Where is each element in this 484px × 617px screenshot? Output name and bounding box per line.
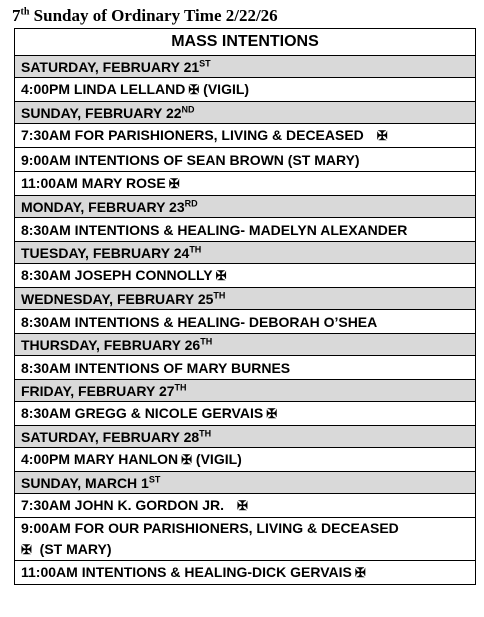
day-label: SATURDAY, FEBRUARY 21 [21,58,200,75]
mass-row [15,561,476,585]
mass-text: 8:30AM GREGG & NICOLE GERVAIS [21,405,264,421]
mass-text: 8:30AM INTENTIONS & HEALING- MADELYN ALEXANDER [21,221,408,238]
day-label: SUNDAY, MARCH 1 [21,474,149,491]
day-ordinal: ST [148,473,161,484]
mass-note: (VIGIL) [199,81,250,97]
mass-note: (ST MARY) [31,541,112,557]
day-ordinal: TH [189,243,202,254]
day-label: FRIDAY, FEBRUARY 27 [21,382,175,399]
day-ordinal: TH [213,289,226,300]
table-header-row [15,29,476,56]
cross-icon: ✠ [376,128,388,143]
mass-text: 4:00PM LINDA LELLAND [21,81,186,97]
day-row [15,426,476,448]
mass-row [15,448,476,472]
mass-row [15,310,476,334]
mass-text: 11:00AM INTENTIONS & HEALING-DICK GERVAIS [21,564,352,580]
mass-row [15,78,476,102]
mass-text: 9:00AM INTENTIONS OF SEAN BROWN (ST MARY) [21,151,360,168]
mass-row [15,264,476,288]
mass-row [15,518,476,561]
day-ordinal: TH [174,381,187,392]
day-row [15,196,476,218]
cross-icon: ✠ [21,542,32,557]
cross-icon: ✠ [168,176,180,191]
cross-icon: ✠ [181,452,193,467]
mass-text: 4:00PM MARY HANLON [21,451,179,467]
day-ordinal: RD [184,197,198,208]
day-ordinal: TH [200,335,213,346]
cross-icon: ✠ [266,406,278,421]
mass-row [15,402,476,426]
mass-row [15,494,476,518]
day-row [15,472,476,494]
table-header: MASS INTENTIONS [15,29,476,56]
day-ordinal: ND [181,103,195,114]
cross-icon: ✠ [215,268,227,283]
mass-text: 8:30AM INTENTIONS OF MARY BURNES [21,359,291,376]
mass-text: 7:30AM FOR PARISHIONERS, LIVING & DECEASED [21,127,364,143]
mass-row [15,148,476,172]
mass-row [15,172,476,196]
mass-intentions-table [14,28,476,585]
mass-row [15,124,476,148]
day-ordinal: ST [199,57,211,68]
mass-note: (VIGIL) [192,451,242,467]
day-row [15,288,476,310]
cross-icon: ✠ [237,498,248,513]
mass-text: 7:30AM JOHN K. GORDON JR. [21,497,225,513]
day-ordinal: TH [199,427,212,438]
day-label: MONDAY, FEBRUARY 23 [21,198,185,215]
day-row [15,242,476,264]
mass-row [15,218,476,242]
day-label: THURSDAY, FEBRUARY 26 [21,336,201,353]
cross-icon: ✠ [188,82,200,97]
day-row [15,102,476,124]
mass-text: 9:00AM FOR OUR PARISHIONERS, LIVING & DECEASED [21,520,399,536]
day-label: WEDNESDAY, FEBRUARY 25 [21,290,214,307]
day-label: SATURDAY, FEBRUARY 28 [21,428,200,445]
day-row [15,380,476,402]
day-row [15,334,476,356]
mass-text: 11:00AM MARY ROSE [21,175,166,191]
mass-text: 8:30AM JOSEPH CONNOLLY [21,267,213,283]
mass-text: 8:30AM INTENTIONS & HEALING- DEBORAH O’SHEA [21,313,378,330]
day-row [15,56,476,78]
day-label: TUESDAY, FEBRUARY 24 [21,244,190,261]
mass-row [15,356,476,380]
cross-icon: ✠ [354,565,366,580]
day-label: SUNDAY, FEBRUARY 22 [21,104,182,121]
page-title: 7th Sunday of Ordinary Time 2/22/26 [12,6,278,25]
